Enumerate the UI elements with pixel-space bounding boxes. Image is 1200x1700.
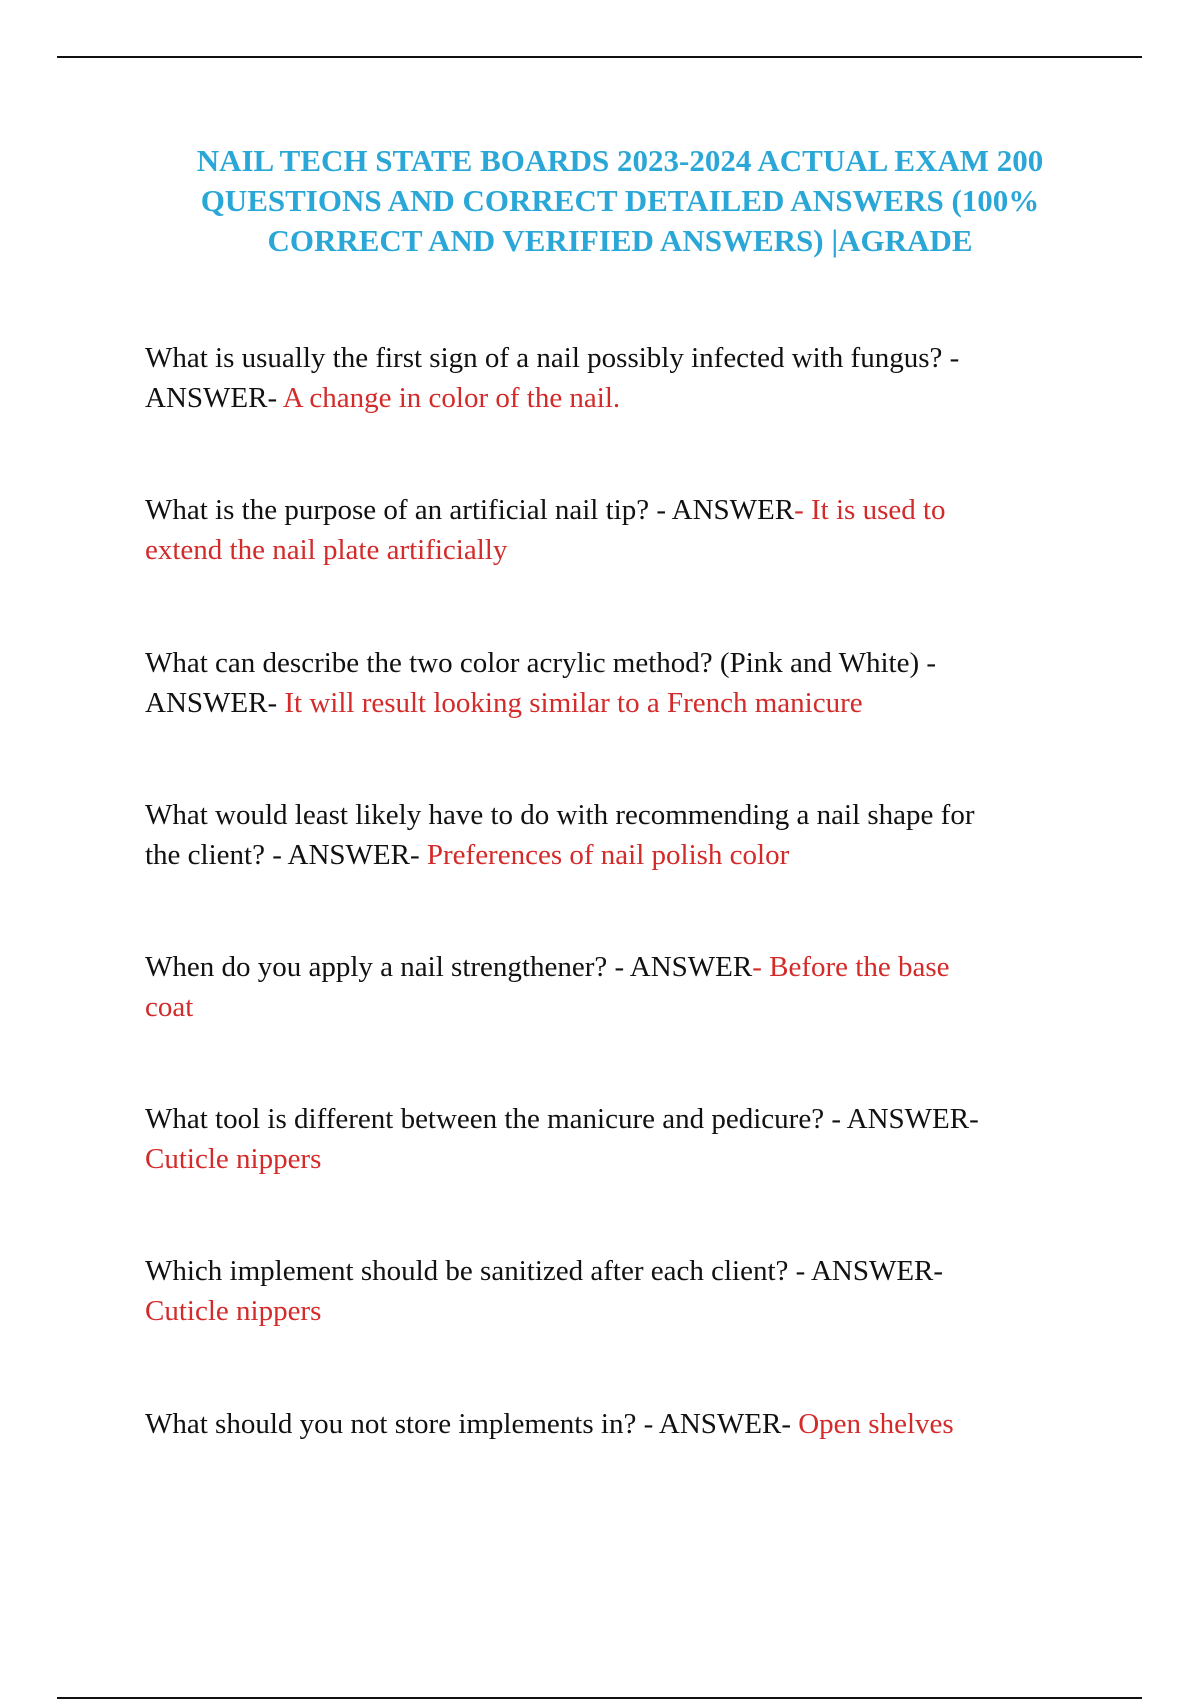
title-line: NAIL TECH STATE BOARDS 2023-2024 ACTUAL EXAM 200: [196, 143, 1044, 178]
answer-text: Preferences of nail polish color: [426, 839, 790, 871]
qa-item: [145, 643, 1085, 723]
question-text: What is the purpose of an artificial nail tip? - ANSWER: [145, 494, 795, 526]
question-text: What is usually the first sign of a nail possibly infected with fungus? -: [145, 342, 960, 374]
question-text: ANSWER-: [145, 687, 285, 719]
qa-item: [145, 795, 1085, 875]
question-text: ANSWER-: [145, 382, 283, 414]
qa-item: [145, 490, 1085, 570]
document-title: [140, 141, 1100, 261]
title-line: QUESTIONS AND CORRECT DETAILED ANSWERS (100%: [200, 183, 1040, 218]
answer-text: Open shelves: [798, 1408, 954, 1440]
qa-item: [145, 338, 1085, 418]
question-text: What would least likely have to do with recommending a nail shape for: [145, 799, 975, 831]
answer-text: Cuticle nippers: [145, 1295, 322, 1327]
question-text: What can describe the two color acrylic method? (Pink and White) -: [145, 647, 937, 679]
title-line: CORRECT AND VERIFIED ANSWERS) |AGRADE: [267, 223, 973, 258]
answer-text: extend the nail plate artificially: [145, 534, 508, 566]
question-text: When do you apply a nail strengthener? - ANSWER: [145, 951, 753, 983]
question-text: What tool is different between the manicure and pedicure? - ANSWER-: [145, 1103, 979, 1135]
answer-text: - It is used to: [794, 494, 946, 526]
qa-item: [145, 1404, 1085, 1444]
answer-text: A change in color of the nail.: [282, 382, 621, 414]
bottom-rule: [57, 1697, 1142, 1699]
answer-text: Cuticle nippers: [145, 1143, 322, 1175]
top-rule: [57, 56, 1142, 58]
answer-text: - Before the base: [752, 951, 950, 983]
answer-text: It will result looking similar to a French manicure: [284, 687, 863, 719]
question-text: Which implement should be sanitized after each client? - ANSWER-: [145, 1255, 944, 1287]
question-text: the client? - ANSWER-: [145, 839, 427, 871]
qa-item: [145, 1099, 1085, 1179]
qa-item: [145, 947, 1085, 1027]
qa-item: [145, 1251, 1085, 1331]
answer-text: coat: [145, 991, 194, 1023]
question-text: What should you not store implements in? - ANSWER-: [145, 1408, 799, 1440]
